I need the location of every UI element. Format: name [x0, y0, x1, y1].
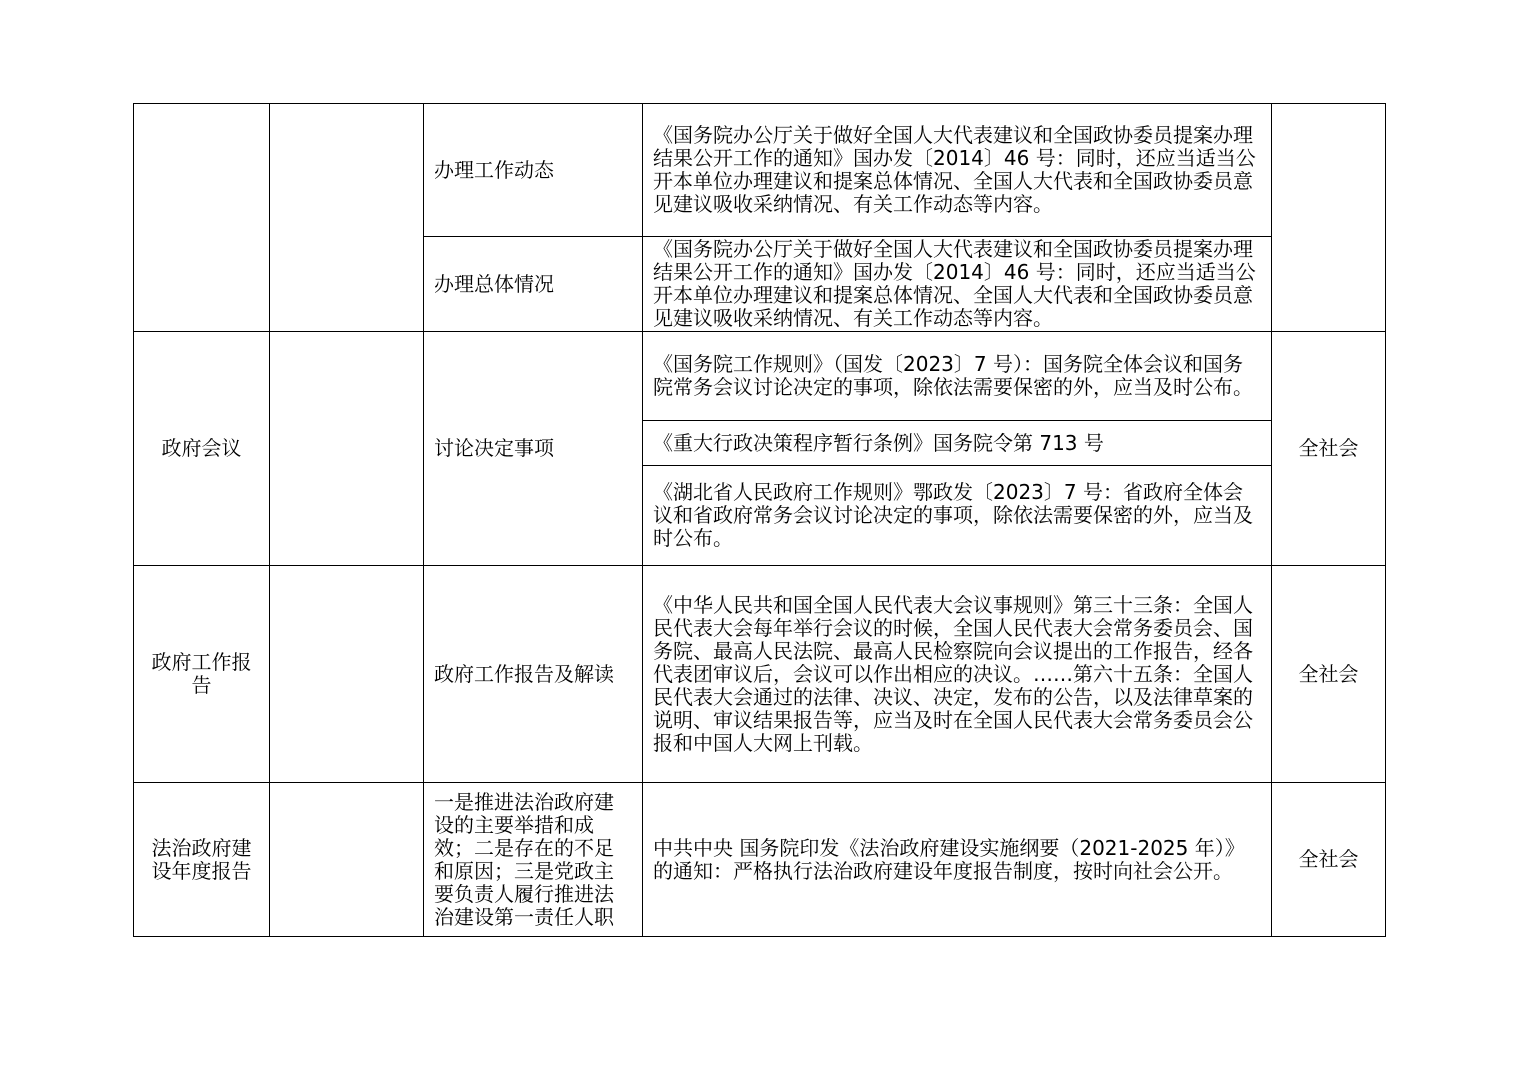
subitem-cell	[270, 566, 424, 783]
disclosure-table	[133, 103, 1386, 937]
basis-cell: 《国务院办公厅关于做好全国人大代表建议和全国政协委员提案办理结果公开工作的通知》国办发〔2014〕46 号：同时，还应当适当公开本单位办理建议和提案总体情况、全国人大代表和全国政协委员意见建议吸收采纳情况、有关工作动态等内容。	[643, 237, 1272, 332]
basis-cell: 《国务院办公厅关于做好全国人大代表建议和全国政协委员提案办理结果公开工作的通知》国办发〔2014〕46 号：同时，还应当适当公开本单位办理建议和提案总体情况、全国人大代表和全国政协委员意见建议吸收采纳情况、有关工作动态等内容。	[643, 104, 1272, 237]
item-cell: 政府工作报告	[134, 566, 270, 783]
subitem-cell	[270, 104, 424, 332]
item-cell	[134, 104, 270, 332]
content-cell: 办理总体情况	[424, 237, 643, 332]
scope-cell	[1272, 104, 1386, 332]
basis-cell: 《中华人民共和国全国人民代表大会议事规则》第三十三条：全国人民代表大会每年举行会议的时候，全国人民代表大会常务委员会、国务院、最高人民法院、最高人民检察院向会议提出的工作报告，经各代表团审议后，会议可以作出相应的决议。……第六十五条：全国人民代表大会通过的法律、决议、决定，发布的公告，以及法律草案的说明、审议结果报告等，应当及时在全国人民代表大会常务委员会公报和中国人大网上刊载。	[643, 566, 1272, 783]
table-row	[134, 104, 1386, 237]
subitem-cell	[270, 332, 424, 566]
subitem-cell	[270, 783, 424, 937]
basis-cell: 《国务院工作规则》（国发〔2023〕7 号）：国务院全体会议和国务院常务会议讨论决定的事项，除依法需要保密的外，应当及时公布。	[643, 332, 1272, 421]
content-cell: 一是推进法治政府建设的主要举措和成效；二是存在的不足和原因；三是党政主要负责人履行推进法治建设第一责任人职	[424, 783, 643, 937]
table-row	[134, 332, 1386, 421]
scope-cell: 全社会	[1272, 783, 1386, 937]
basis-cell: 《湖北省人民政府工作规则》鄂政发〔2023〕7 号：省政府全体会议和省政府常务会议讨论决定的事项，除依法需要保密的外，应当及时公布。	[643, 466, 1272, 566]
basis-cell: 中共中央 国务院印发《法治政府建设实施纲要（2021-2025 年）》的通知：严格执行法治政府建设年度报告制度，按时向社会公开。	[643, 783, 1272, 937]
scope-cell: 全社会	[1272, 332, 1386, 566]
content-cell: 办理工作动态	[424, 104, 643, 237]
basis-cell: 《重大行政决策程序暂行条例》国务院令第 713 号	[643, 421, 1272, 466]
item-cell: 法治政府建设年度报告	[134, 783, 270, 937]
scope-cell: 全社会	[1272, 566, 1386, 783]
item-cell: 政府会议	[134, 332, 270, 566]
content-cell: 政府工作报告及解读	[424, 566, 643, 783]
content-cell: 讨论决定事项	[424, 332, 643, 566]
table-row	[134, 783, 1386, 937]
table-row	[134, 566, 1386, 783]
